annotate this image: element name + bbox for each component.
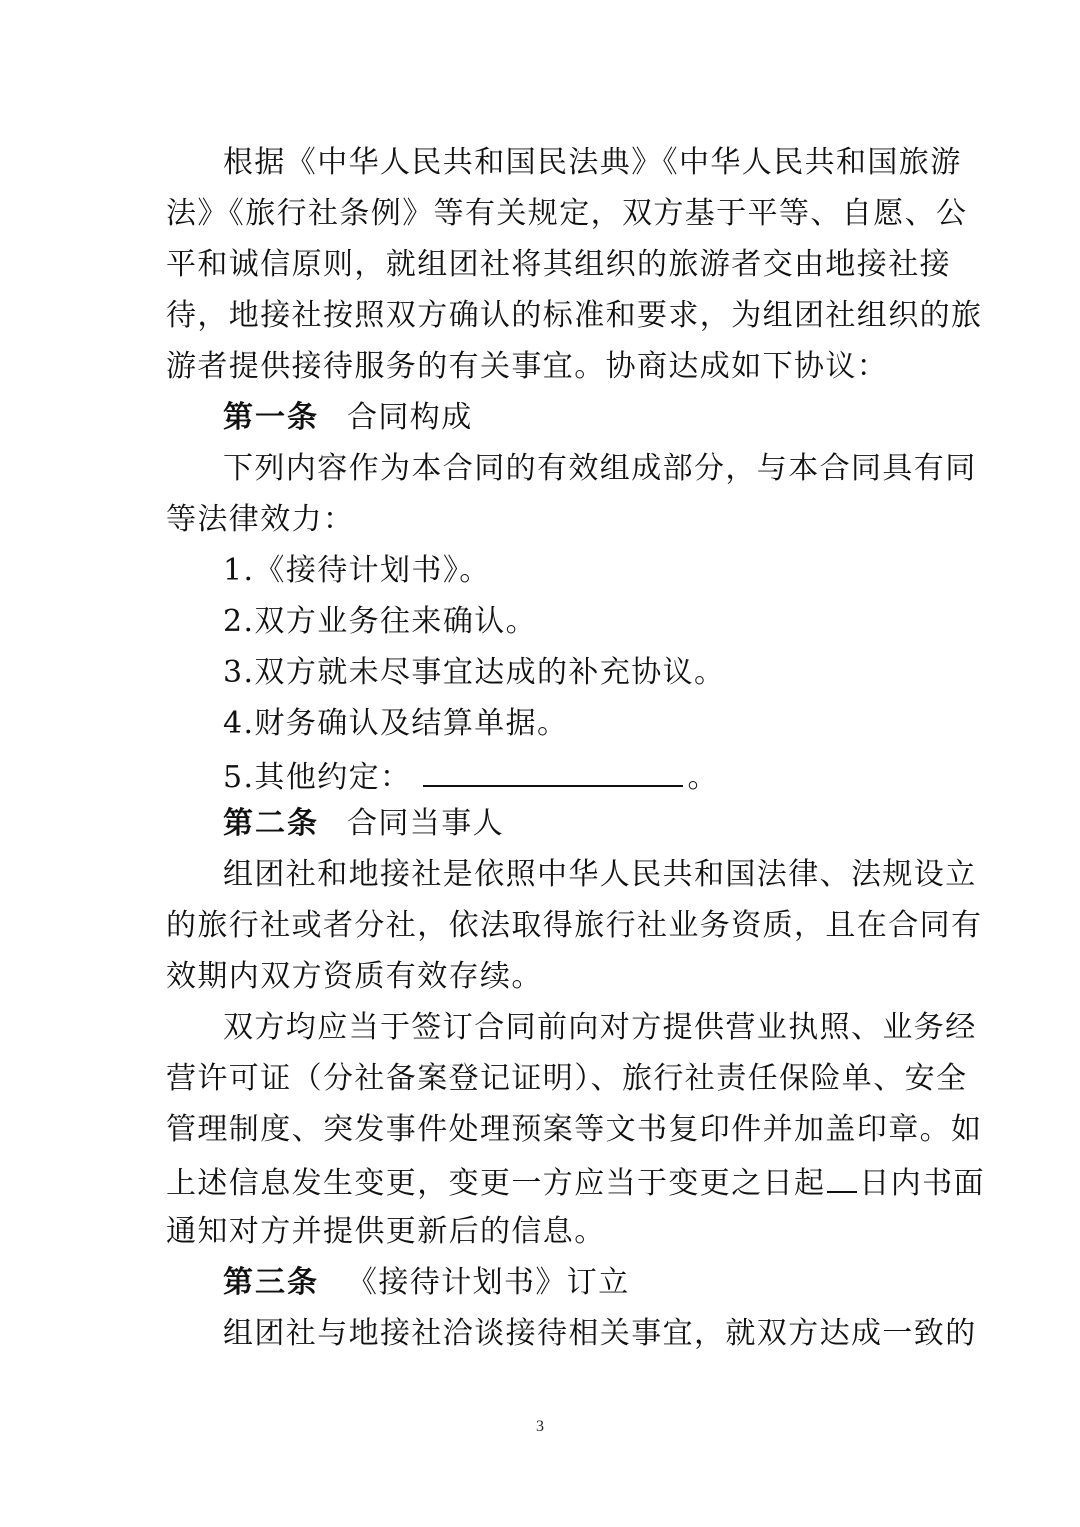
text-line: 法》《旅行社条例》等有关规定，双方基于平等、自愿、公	[166, 196, 968, 231]
article-heading	[223, 400, 916, 436]
list-item: 2.双方业务往来确认。	[223, 604, 538, 639]
list-item-label: 5.其他约定：	[223, 760, 412, 795]
text-line: 效期内双方资质有效存续。	[166, 959, 543, 994]
list-item: 4.财务确认及结算单据。	[223, 706, 569, 741]
list-item	[223, 757, 916, 796]
text-line: 营许可证（分社备案登记证明）、旅行社责任保险单、安全	[166, 1061, 968, 1096]
article-number: 第二条	[223, 806, 319, 841]
list-item-end: 。	[687, 760, 719, 795]
article-title: 合同当事人	[347, 806, 504, 841]
text-line: 双方均应当于签订合同前向对方提供营业执照、业务经	[223, 1010, 977, 1045]
text-line: 管理制度、突发事件处理预案等文书复印件并加盖印章。如	[166, 1112, 983, 1147]
text-line: 待，地接社按照双方确认的标准和要求，为组团社组织的旅	[166, 298, 983, 333]
text-line: 游者提供接待服务的有关事宜。协商达成如下协议：	[166, 349, 889, 384]
text-line	[166, 1163, 986, 1202]
article-heading	[223, 806, 916, 842]
text-line: 下列内容作为本合同的有效组成部分，与本合同具有同	[223, 451, 977, 486]
text-segment: 日内书面	[859, 1166, 986, 1201]
article-title: 合同构成	[347, 400, 473, 435]
article-number: 第一条	[223, 400, 319, 435]
text-line: 等法律效力：	[166, 502, 355, 537]
article-number: 第三条	[223, 1265, 319, 1300]
text-line: 组团社与地接社洽谈接待相关事宜，就双方达成一致的	[223, 1316, 977, 1351]
fill-in-blank[interactable]	[827, 1163, 857, 1193]
page-number: 3	[536, 1418, 544, 1435]
text-line: 通知对方并提供更新后的信息。	[166, 1214, 606, 1249]
fill-in-blank[interactable]	[423, 757, 683, 787]
text-line: 组团社和地接社是依照中华人民共和国法律、法规设立	[223, 857, 977, 892]
list-item: 3.双方就未尽事宜达成的补充协议。	[223, 655, 726, 690]
text-line: 根据《中华人民共和国民法典》《中华人民共和国旅游	[223, 145, 962, 180]
text-segment: 上述信息发生变更，变更一方应当于变更之日起	[166, 1166, 826, 1201]
article-heading	[223, 1265, 916, 1301]
text-line: 的旅行社或者分社，依法取得旅行社业务资质，且在合同有	[166, 908, 983, 943]
article-title: 《接待计划书》订立	[347, 1265, 630, 1300]
text-line: 平和诚信原则，就组团社将其组织的旅游者交由地接社接	[166, 247, 951, 282]
list-item: 1.《接待计划书》。	[223, 553, 491, 588]
